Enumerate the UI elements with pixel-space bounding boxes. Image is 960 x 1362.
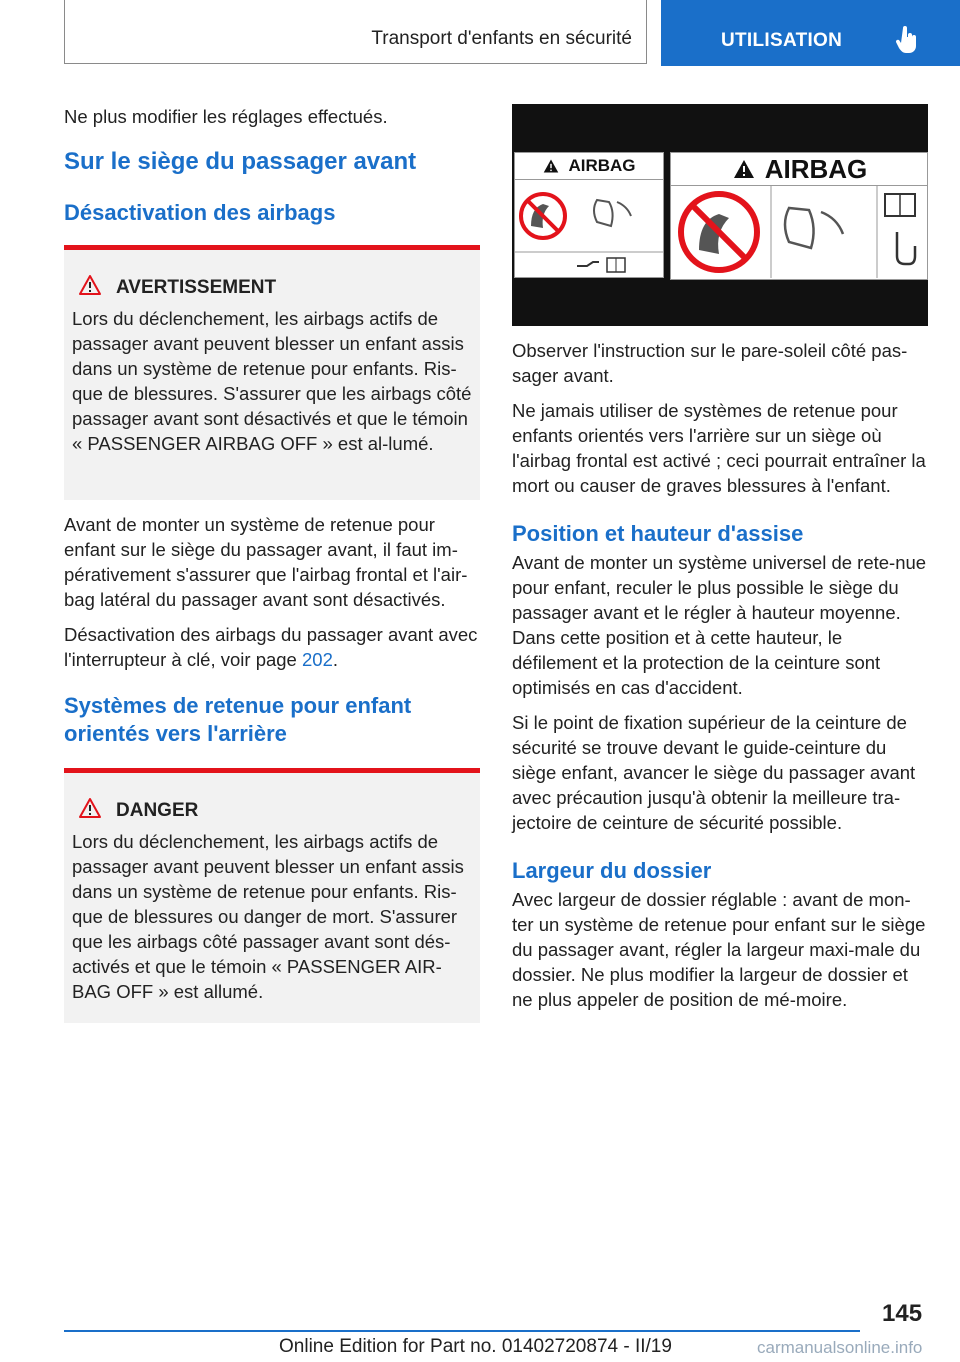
chapter-tab[interactable] xyxy=(661,0,960,66)
hand-pointer-icon xyxy=(896,26,918,59)
heading-front-passenger: Sur le siège du passager avant xyxy=(64,148,417,175)
airbag-label-small: AIRBAG xyxy=(514,152,664,278)
subheading-backrest-width: Largeur du dossier xyxy=(512,858,712,883)
seat-position-paragraph: Avant de monter un système universel de rete-nue pour enfant, reculer le plus possible le siège du passager avant et le régler à hauteur moyenne. Dans cette position et à cette hauteur, le défilement et la protection de la ceinture sont optimisés en cas d'accident. xyxy=(512,552,927,698)
section-title: Transport d'enfants en sécurité xyxy=(371,28,632,49)
no-rear-seat-large-icon xyxy=(671,186,927,278)
footer-rule xyxy=(64,1330,860,1332)
never-use-paragraph: Ne jamais utiliser de systèmes de retenue pour enfants orientés vers l'arrière sur un siège où l'airbag frontal est activé ; ceci pourrait entraîner la mort ou causer de graves blessures à l'enfant. xyxy=(512,400,926,496)
intro-paragraph: Ne plus modifier les réglages effectués. xyxy=(64,106,388,127)
header-section-box xyxy=(64,0,647,64)
warning-icon xyxy=(72,274,102,302)
airbag-label-illustration xyxy=(512,104,928,326)
warning-text: Lors du déclenchement, les airbags actifs de passager avant peuvent blesser un enfant assis dans un système de retenue pour enfants. Ris-que de blessures. S'assurer que les airbags côté passager avant sont désactivés et que le témoin « PASSENGER AIRBAG OFF » est al-lumé. xyxy=(72,308,472,454)
edition-text: Online Edition for Part no. 01402720874 - II/19 xyxy=(279,1336,672,1357)
page-link-202[interactable]: 202 xyxy=(302,649,333,670)
sunvisor-paragraph: Observer l'instruction sur le pare-soleil côté pas-sager avant. xyxy=(512,340,908,386)
warning-box xyxy=(64,245,480,500)
page-number: 145 xyxy=(882,1300,923,1327)
warning-icon xyxy=(731,158,757,180)
no-rear-seat-icon xyxy=(515,180,663,276)
backrest-width-paragraph: Avec largeur de dossier réglable : avant de mon-ter un système de retenue pour enfant sur le siège du passager avant, régler la largeur maxi-male du dossier. Ne plus modifier la largeur de dossier et ne plus appeler de position de mé-moire. xyxy=(512,889,926,1010)
belt-anchor-paragraph: Si le point de fixation supérieur de la ceinture de sécurité se trouve devant le guide-ceinture du siège enfant, avancer le siège du passager avant avec précaution jusqu'à obtenir la meilleure tra-jectoire de ceinture de sécurité possible. xyxy=(512,712,916,833)
airbag-check-paragraph: Avant de monter un système de retenue pour enfant sur le siège du passager avant, il faut im-pérativement s'assurer que l'airbag frontal et l'air-bag latéral du passager avant sont désactivés. xyxy=(64,514,468,610)
key-switch-paragraph: Désactivation des airbags du passager avant avec l'interrupteur à clé, voir page 202. xyxy=(64,624,478,670)
airbag-label-large: AIRBAG xyxy=(670,152,928,280)
danger-title: DANGER xyxy=(116,800,199,821)
watermark: carmanualsonline.info xyxy=(757,1338,923,1357)
left-column xyxy=(64,100,480,1023)
danger-text: Lors du déclenchement, les airbags actifs de passager avant peuvent blesser un enfant assis dans un système de retenue pour enfants. Ris-que de blessures ou danger de mort. S'assurer que les airbags côté passager avant sont dés-activés et que le témoin « PASSENGER AIR-BAG OFF » est allumé. xyxy=(72,831,464,1002)
warning-icon xyxy=(72,797,102,825)
chapter-label: UTILISATION xyxy=(721,30,843,51)
warning-icon xyxy=(542,158,560,174)
subheading-airbag-deactivation: Désactivation des airbags xyxy=(64,200,336,225)
warning-title: AVERTISSEMENT xyxy=(116,277,277,298)
right-column xyxy=(512,104,928,1012)
danger-box xyxy=(64,768,480,1023)
subheading-seat-position: Position et hauteur d'assise xyxy=(512,521,804,546)
subheading-rear-facing: Systèmes de retenue pour enfant orientés vers l'arrière xyxy=(64,693,412,746)
